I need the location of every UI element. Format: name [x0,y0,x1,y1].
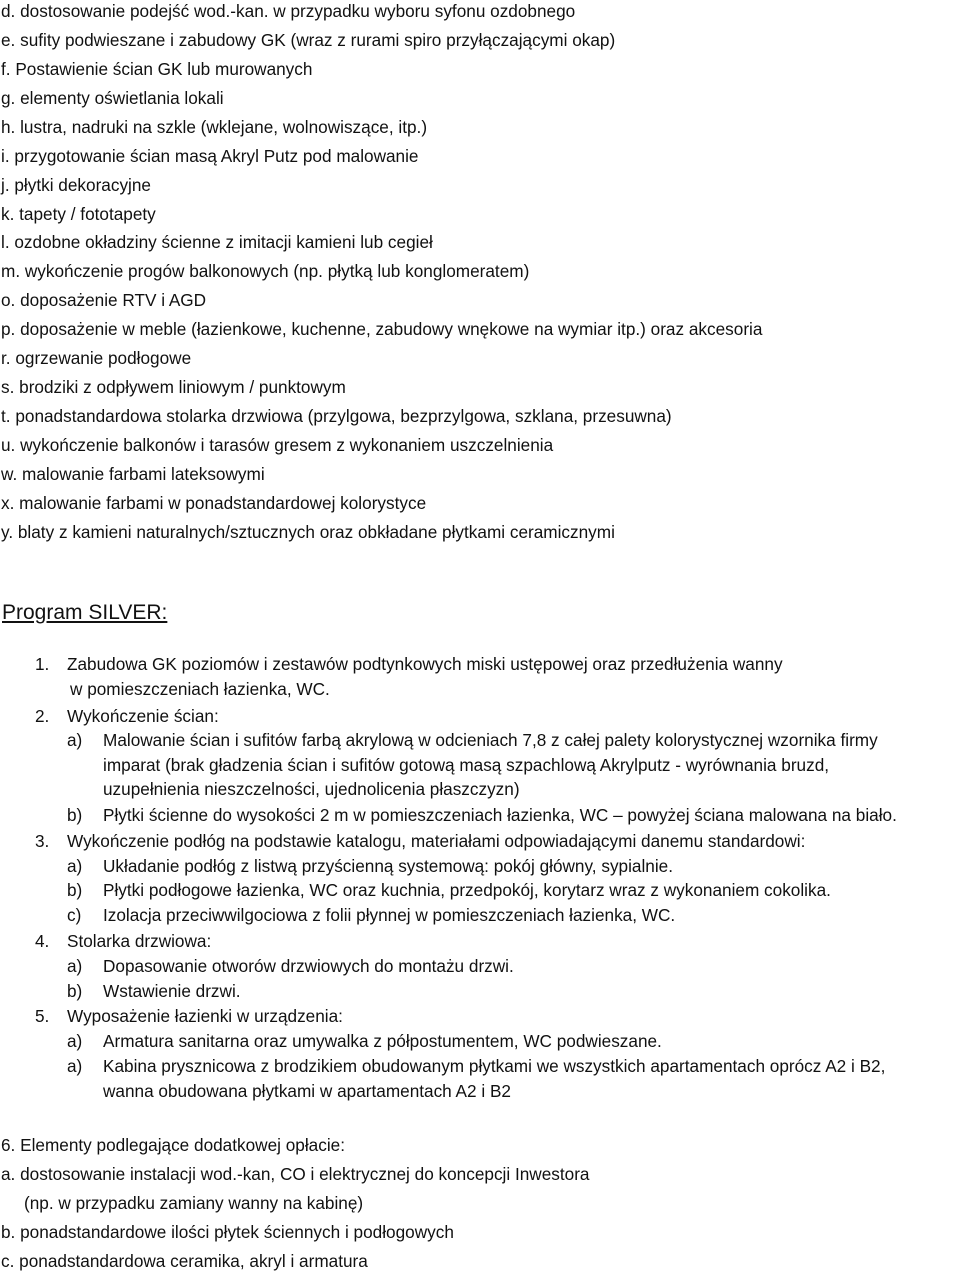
list-item: y. blaty z kamieni naturalnych/sztucznych oraz obkładane płytkami ceramicznymi [1,522,615,542]
sub-item-text: uzupełnienia nieszczelności, ujednolicenia płaszczyzn) [103,779,520,799]
item-number: 5. [35,1006,50,1026]
list-item: r. ogrzewanie podłogowe [1,348,192,368]
sub-item-letter: b) [67,805,83,825]
sub-item-text: Malowanie ścian i sufitów farbą akrylową w odcieniach 7,8 z całej palety kolorystycznej wzornika firmy [103,730,878,750]
list-item: w. malowanie farbami lateksowymi [1,464,265,484]
sub-item-letter: a) [67,956,83,976]
list-item: (np. w przypadku zamiany wanny na kabinę) [24,1193,364,1213]
item-number: 1. [35,654,50,674]
item-title: Stolarka drzwiowa: [67,931,212,951]
list-item: c. ponadstandardowa ceramika, akryl i armatura [1,1251,368,1271]
item-number: 4. [35,931,50,951]
sub-item-text: Kabina prysznicowa z brodzikiem obudowanym płytkami we wszystkich apartamentach oprócz A2 i B2, [103,1056,886,1076]
sub-item-text: Armatura sanitarna oraz umywalka z półpostumentem, WC podwieszane. [103,1031,662,1051]
sub-item-text: Izolacja przeciwwilgociowa z folii płynnej w pomieszczeniach łazienka, WC. [103,905,676,925]
list-item: a. dostosowanie instalacji wod.-kan, CO i elektrycznej do koncepcji Inwestora [1,1164,590,1184]
list-item: x. malowanie farbami w ponadstandardowej kolorystyce [1,493,427,513]
list-item: j. płytki dekoracyjne [1,175,151,195]
item-title: Wykończenie ścian: [67,706,219,726]
sub-item-text: Wstawienie drzwi. [103,981,241,1001]
list-item: s. brodziki z odpływem liniowym / punktowym [1,377,346,397]
sub-item-letter: a) [67,1031,83,1051]
list-item: l. ozdobne okładziny ścienne z imitacji kamieni lub cegieł [1,232,433,252]
list-item: o. doposażenie RTV i AGD [1,290,207,310]
sub-item-letter: a) [67,730,83,750]
sub-item-letter: a) [67,1056,83,1076]
sub-item-text: wanna obudowana płytkami w apartamentach A2 i B2 [103,1081,511,1101]
list-item: i. przygotowanie ścian masą Akryl Putz pod malowanie [1,146,419,166]
list-item: p. doposażenie w meble (łazienkowe, kuchenne, zabudowy wnękowe na wymiar itp.) oraz akcesoria [1,319,763,339]
list-item: g. elementy oświetlania lokali [1,88,224,108]
list-item: u. wykończenie balkonów i tarasów gresem z wykonaniem uszczelnienia [1,435,554,455]
list-item: k. tapety / fototapety [1,204,156,224]
list-item: m. wykończenie progów balkonowych (np. płytką lub konglomeratem) [1,261,530,281]
list-item: e. sufity podwieszane i zabudowy GK (wraz z rurami spiro przyłączającymi okap) [1,30,616,50]
item-number: 2. [35,706,50,726]
list-item: f. Postawienie ścian GK lub murowanych [1,59,313,79]
sub-item-letter: a) [67,856,83,876]
item-title: Wyposażenie łazienki w urządzenia: [67,1006,343,1026]
sub-item-letter: b) [67,880,83,900]
sub-item-text: Dopasowanie otworów drzwiowych do montażu drzwi. [103,956,514,976]
list-item: b. ponadstandardowe ilości płytek ściennych i podłogowych [1,1222,454,1242]
sub-item-text: Układanie podłóg z listwą przyścienną systemową: pokój główny, sypialnie. [103,856,674,876]
sub-item-text: imparat (brak gładzenia ścian i sufitów gotową masą szpachlową Akrylputz - wyrównania bruzd, [103,755,830,775]
list-item: h. lustra, nadruki na szkle (wklejane, wolnowiszące, itp.) [1,117,428,137]
list-item: d. dostosowanie podejść wod.-kan. w przypadku wyboru syfonu ozdobnego [1,1,576,21]
sub-item-text: Płytki ścienne do wysokości 2 m w pomieszczeniach łazienka, WC – powyżej ściana malowana na biało. [103,805,897,825]
item-title: Wykończenie podłóg na podstawie katalogu, materiałami odpowiadającymi danemu standardowi: [67,831,806,851]
section-title: 6. Elementy podlegające dodatkowej opłacie: [1,1135,345,1155]
sub-item-letter: c) [67,905,82,925]
list-item: t. ponadstandardowa stolarka drzwiowa (przylgowa, bezprzylgowa, szklana, przesuwna) [1,406,672,426]
item-text: Zabudowa GK poziomów i zestawów podtynkowych miski ustępowej oraz przedłużenia wanny [67,654,783,674]
sub-item-letter: b) [67,981,83,1001]
item-text: w pomieszczeniach łazienka, WC. [70,679,330,699]
item-number: 3. [35,831,50,851]
sub-item-text: Płytki podłogowe łazienka, WC oraz kuchnia, przedpokój, korytarz wraz z wykonaniem cokolika. [103,880,831,900]
section-heading: Program SILVER: [2,601,168,624]
